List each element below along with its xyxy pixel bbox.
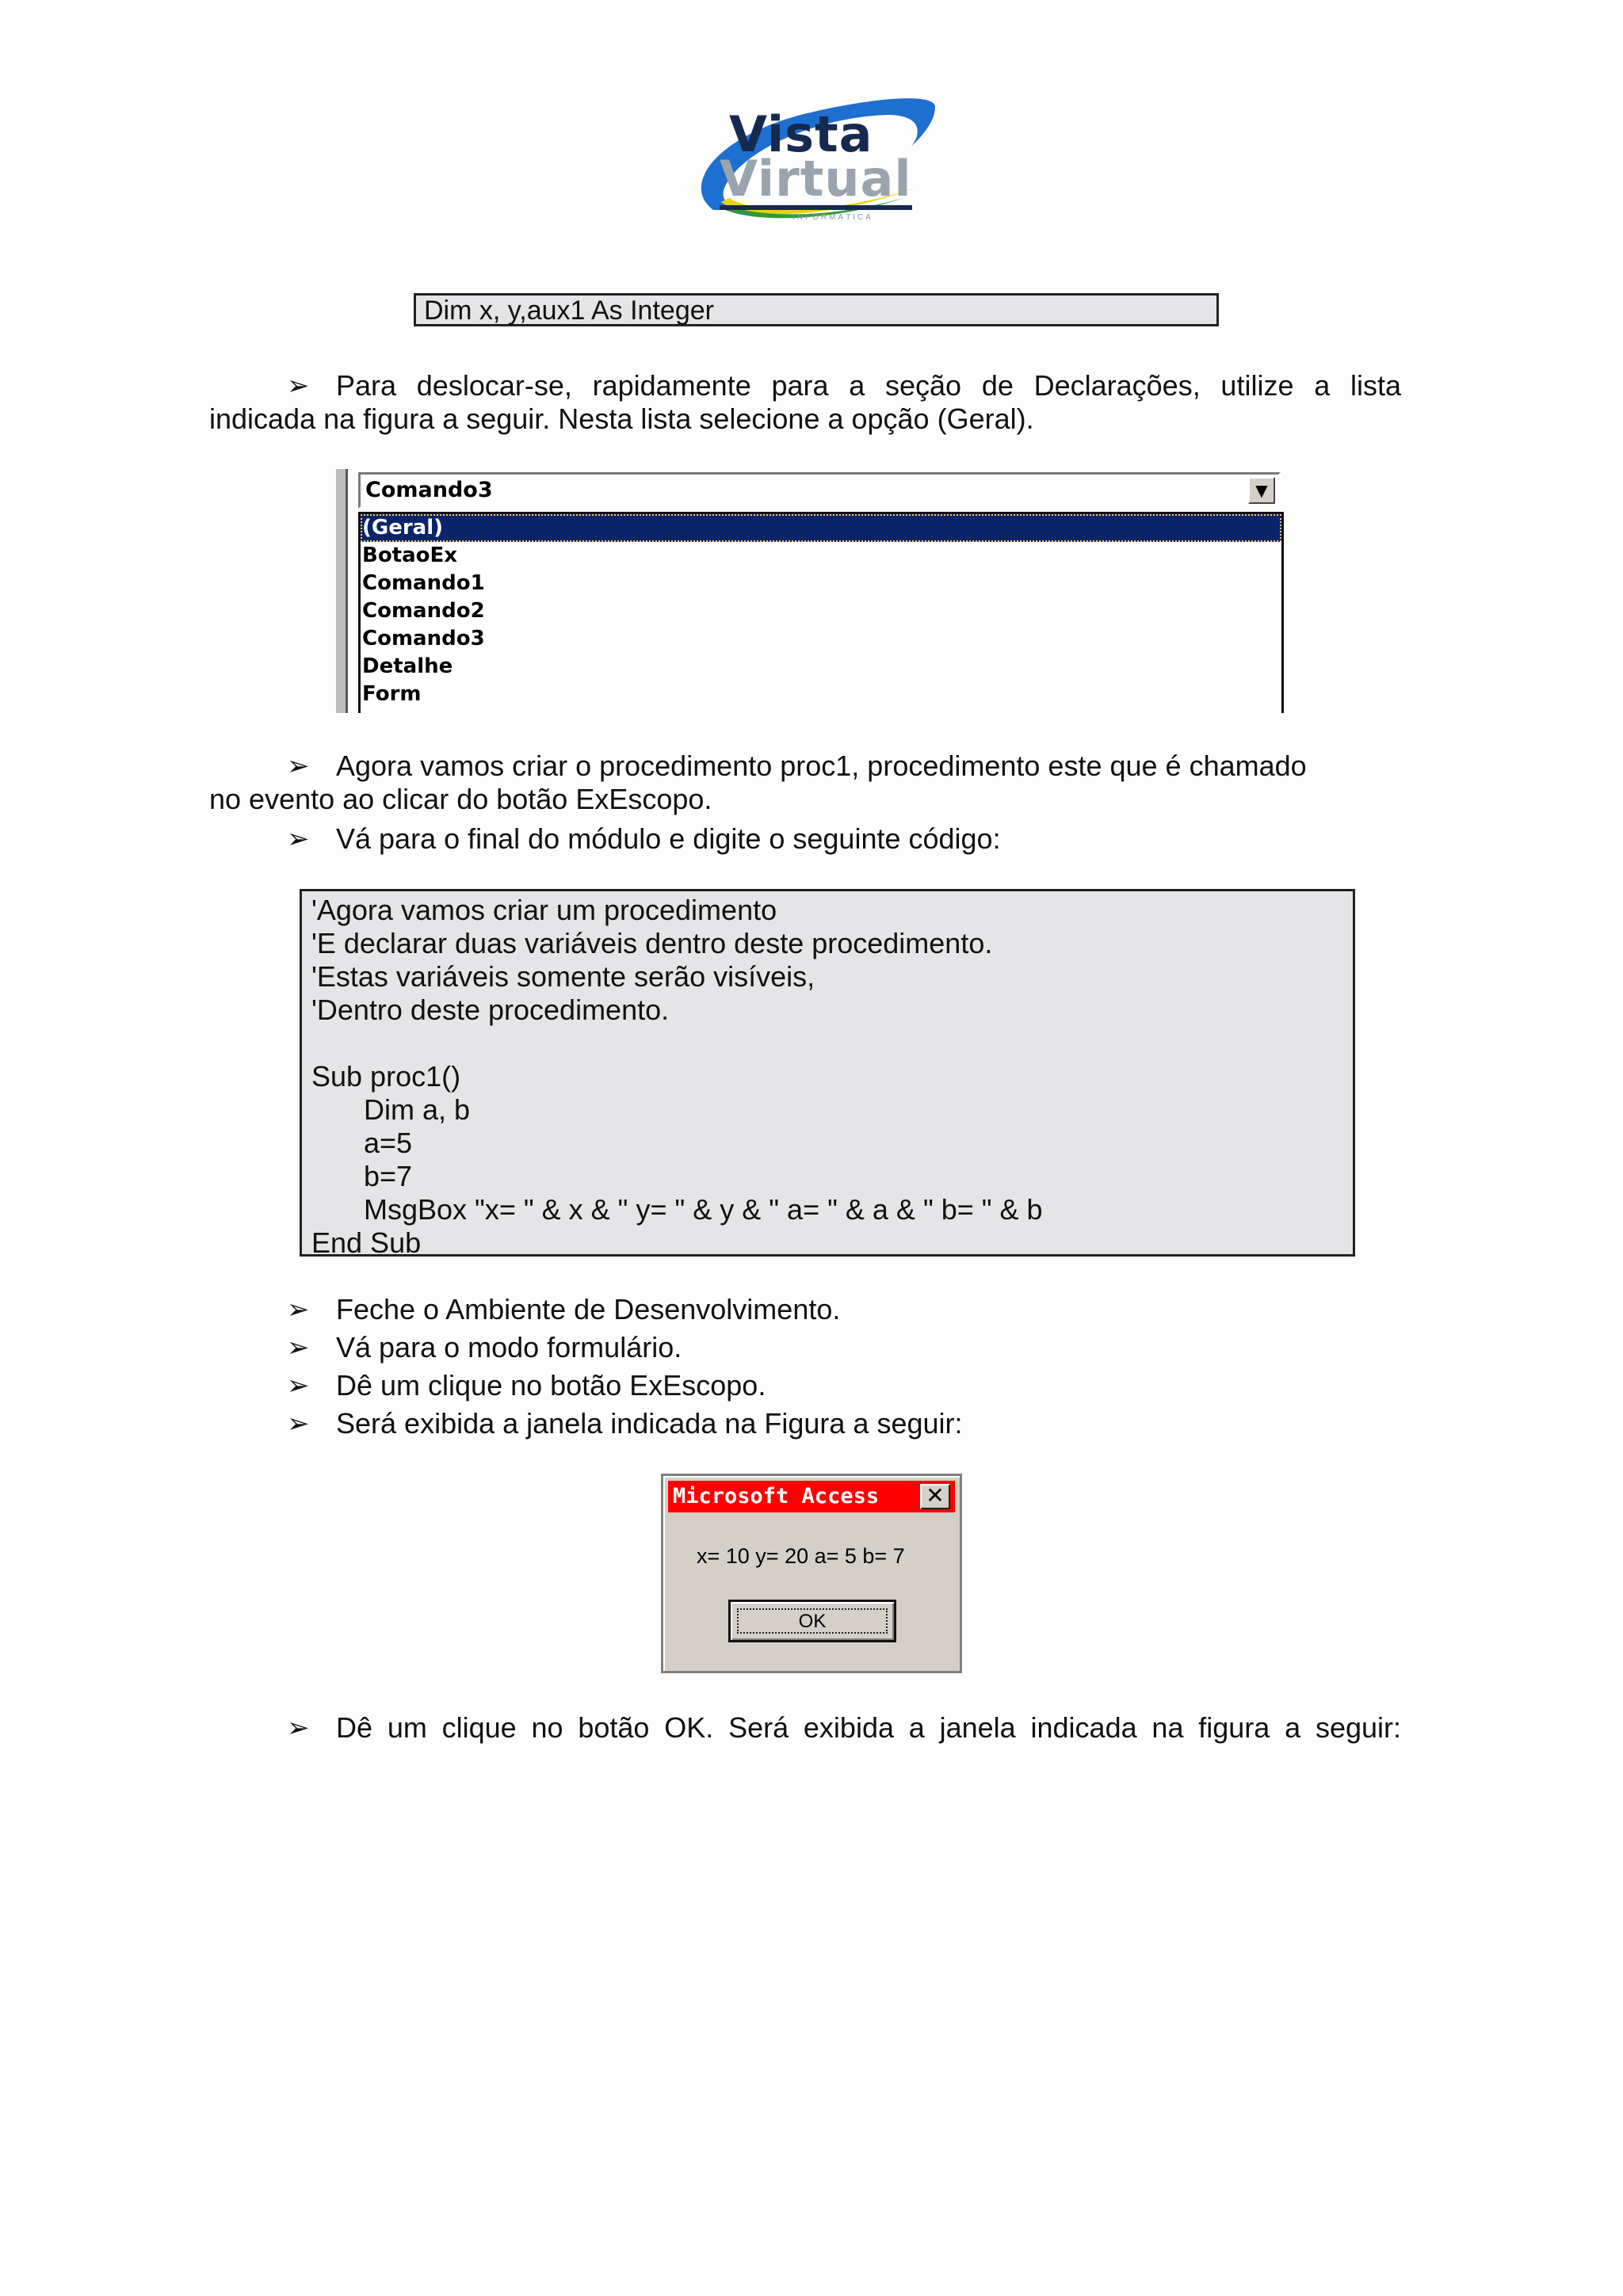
bullet-arrow-icon: ➢ xyxy=(287,1371,310,1401)
code-line: 'Agora vamos criar um procedimento xyxy=(311,894,777,926)
code-line: 'Estas variáveis somente serão visíveis, xyxy=(311,960,815,993)
logo-word-vista: Vista xyxy=(729,105,873,163)
code-line: 'Dentro deste procedimento. xyxy=(311,994,670,1026)
object-combobox[interactable] xyxy=(358,472,1281,509)
list-item-comando2[interactable]: Comando2 xyxy=(362,599,485,623)
vba-code-box xyxy=(300,889,1355,1257)
bullet-arrow-icon: ➢ xyxy=(287,1713,310,1743)
bullet-text: Para deslocar-se, rapidamente para a seção de Declarações, utilize a lista xyxy=(336,369,1401,402)
bullet-text: Será exibida a janela indicada na Figura a seguir: xyxy=(336,1407,963,1440)
bullet-arrow-icon: ➢ xyxy=(287,751,310,781)
combobox-value: Comando3 xyxy=(365,478,493,502)
logo-word-virtual: Virtual xyxy=(720,154,912,210)
bullet-text-continuation: indicada na figura a seguir. Nesta lista selecione a opção (Geral). xyxy=(209,402,1034,435)
bullet-arrow-icon: ➢ xyxy=(287,371,310,401)
code-line: 'E declarar duas variáveis dentro deste procedimento. xyxy=(311,927,993,959)
list-item-detalhe[interactable]: Detalhe xyxy=(362,654,453,678)
bullet-text: Dê um clique no botão ExEscopo. xyxy=(336,1369,766,1402)
close-icon[interactable]: ✕ xyxy=(920,1484,950,1509)
declaration-code-box: Dim x, y,aux1 As Integer xyxy=(414,293,1219,326)
bullet-text: Vá para o final do módulo e digite o seguinte código: xyxy=(336,822,1001,855)
object-dropdown-list[interactable] xyxy=(358,512,1284,713)
code-line: Sub proc1() xyxy=(311,1060,461,1093)
code-line: b=7 xyxy=(364,1160,413,1192)
editor-left-margin xyxy=(336,469,348,713)
ok-button[interactable] xyxy=(728,1600,896,1642)
bullet-arrow-icon: ➢ xyxy=(287,1333,310,1363)
logo-tagline: INFORMÁTICA xyxy=(792,213,873,222)
bullet-arrow-icon: ➢ xyxy=(287,1295,310,1325)
bullet-text-continuation: no evento ao clicar do botão ExEscopo. xyxy=(209,783,712,815)
bullet-text: Agora vamos criar o procedimento proc1, procedimento este que é chamado xyxy=(336,749,1307,782)
bullet-text: Dê um clique no botão OK. Será exibida a janela indicada na figura a seguir: xyxy=(336,1711,1401,1744)
dropdown-arrow-icon[interactable]: ▼ xyxy=(1248,477,1275,504)
bullet-text: Vá para o modo formulário. xyxy=(336,1331,682,1363)
bullet-arrow-icon: ➢ xyxy=(287,824,310,854)
code-line: MsgBox "x= " & x & " y= " & y & " a= " & a & " b= " & b xyxy=(364,1193,1043,1226)
code-line: a=5 xyxy=(364,1127,413,1159)
vista-virtual-logo xyxy=(682,91,943,230)
list-item-comando3[interactable]: Comando3 xyxy=(362,627,485,650)
code-line: End Sub xyxy=(311,1226,422,1259)
list-item-botaoex[interactable]: BotaoEx xyxy=(362,543,458,567)
msgbox-title: Microsoft Access xyxy=(673,1484,880,1508)
list-item-form[interactable]: Form xyxy=(362,682,422,706)
list-item-geral[interactable]: (Geral) xyxy=(361,514,1281,542)
code-line-blank xyxy=(311,1027,1353,1060)
ok-button-label: OK xyxy=(737,1608,888,1634)
code-line: Dim a, b xyxy=(364,1093,471,1126)
list-item-comando1[interactable]: Comando1 xyxy=(362,571,485,595)
msgbox-dialog xyxy=(661,1474,962,1673)
msgbox-message: x= 10 y= 20 a= 5 b= 7 xyxy=(697,1544,905,1568)
msgbox-titlebar xyxy=(668,1481,955,1512)
bullet-text: Feche o Ambiente de Desenvolvimento. xyxy=(336,1293,841,1325)
object-list-figure xyxy=(336,469,1284,713)
bullet-arrow-icon: ➢ xyxy=(287,1409,310,1439)
